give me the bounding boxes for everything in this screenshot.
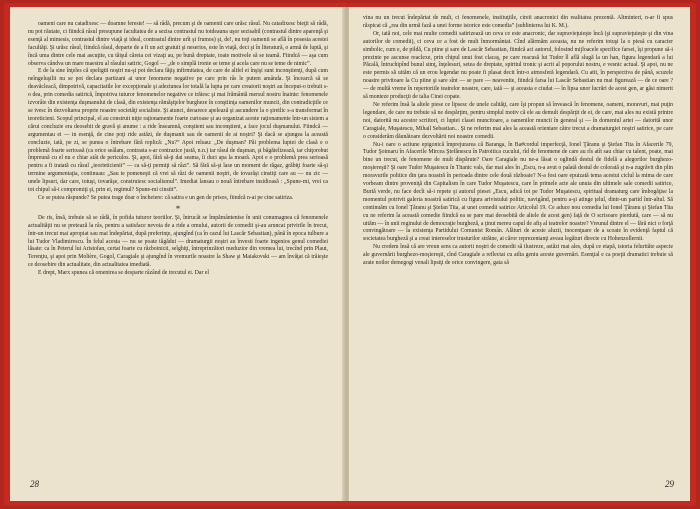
left-page	[10, 7, 344, 501]
paragraph: vina nu un trecut îndepărtat de mult, ci fenomenele, instituţiile, cireii anacronici din realitatea prezentă. Altminteri, n-ar fi spus răspicat că „rea din urmă fază a unei forme istorice este comedia” (sublinierea lui K. M.).	[363, 15, 673, 29]
paragraph: oameni care nu catadixesc — doamne fereste! — să râdă, precum şi de oamenii care urăsc râsul. Nu catadixesc bieţii să râdă, nu pot răutate, ci fiindcă râsul presupune facultatea de a sezisa contrastul nu totdeauna uşor sezisabil (contrastul dintre aparenţă şi esenţă al mimesis, contrastul dintre viaţă şi ideal, contrastul dintre urît şi frumos) şi, de!, nu toţi oamenii se află în posesia acestei facultăţi. Şi urăsc râsul, fiindcă râsul, departe de a fi un act gratuit şi neserios, este în viaţă, deci şi în literatură, o armă de luptă, şi încă uma dintre cele mai ascuţite, cu tăişul căreia cei vizaţi au, pe bună dreptate, toate motivele să se teamă. Fiindcă — aşa cum observa cândva un mare maestru al râsului satiric, Gogol — „de o simplă ironie se teme şi acela care nu se teme de nimic”.	[28, 21, 328, 67]
right-page	[349, 7, 690, 501]
left-page-text	[28, 21, 328, 278]
page-number: 29	[665, 479, 674, 489]
paragraph: Or, iată noi, cele mai multe comedii satirizează un ceva ce este anacronic, dar supravieţuieşte încă (şi supravieţuieşte şi din vina autorilor de comedii), ci ceva ce a fost de mult înmormântat. Cînd alărmăm aceasta, nu ne referim totuşi la o piesă cu caracter simbolic, cum e, de pildă, Cu piine şi sare de Lascăr Sebastian, fiindcă aci autorul, folosind mijloacele specifice farsei, îşi propune să-i prezinte pe ascunse reaclexe, prin chipul unui fost clacaş, pe care reacusă lui Tudor îl află slugă la un han, figura legendară a lui Păcală, întruchipînd bunul simţ, înţelesuri, setea de dreptate, spiritul tronic şi acrit al poporului nostru, e vesnic actual. Şi apoi, nu ne este permis să uităm că un erou legendar nu poate fi plasat decit într-o atmosferă legendară. Cu atit, în perspectiva de până, scuzele noastre privitoare la Cu piine şi sare sînt — se pare — neavenite, fiindcă farsa lui Lascăr Sebastian nu mai figurează — de ce oare ? — de multă vreme în repertoriile teatrelor noastre, care, iată — şi aceasta e ciudat — în lipsa unor lucrări de acest gen, ar găsi nimerit să monteze producţii de talia Cinei copate.	[363, 30, 673, 101]
paragraph: De ris, însă, trebuie să se râdă, în pofida tuturor teoriilor. Şi, întrucât se împământenise în unii conumagnea că fenomenele actualităţii nu se pretează la râs, pentru a satisface nevoia de a ride a omului, autorii de comedii şi-au aruncat privirile în trecut, într-un trecut mai apropiat sau mai îndepărtat, după preferinţe, ajungînd (ca în cazul lui Lascăr Sebastian), până în epoca tulbure a lui Tudor Vladimirescu. În felul acesta — nu se poate tăgădui — dramaturgii noştri au învesti foarte ingenios genul comediei lăsate: ca în Peterul lui Aristofan, certat foarte cu războinicii, seîghiţi, întreprinzători meduzior din vremea lui, trecînd prin Plaut, Terenţiu, şi apoi prin Molière, Gogol, Caragiale şi ajungînd în vremurile noastre la Shaw şi Maiakovski — am învăţat că trăieşte ce deosebire din actualitate, din actualitatea imediată.	[28, 214, 328, 269]
paragraph: E drept, Marx spunea că omenirea se desparte râzând de trecutul ei. Dar el	[38, 270, 209, 277]
paragraph: Nu-i oare o actiune epigonică împrejurarea că Baranga, în Ba#cordul imperfecţă, Ionel Ţăranu şi Ştefan Tita în Afacerile 79, Tudor Şoimaru în Afacerile Mircea Ştefănescu în Patroitica cucului, rîd de fenomene de care au rîs atît sau chiar cu talent, poate, mai bine un trecut, de fenomene de mult dispărute? Oare Caragiale nu ne-a lăsat o oglindă destul de fidelă a alegorilor burghezo-moşiereşti? Şi oare Tudor Muşatescu în Titanic vals, dar mai ales în „Escu, n-a avut o palată destul de colorată şi n-a zugrăvit din plin moravurile politice din ţara noastră în perioada dintre cele două războaie? N-a fost oare epuizată tema acestui ciclul la mima de care vorbeam dintre proveniţă din Capitalism în care Tudor Muşatescu, care în primele acte ale unuia din ultimele sale comedii satirice, Burtă verde, nu face decît să-i repete şi autorul piesei „Escu, adică tot pe Tudor Muşatescu, spiritual dramaturg care îmbogăţise la momentul potrivit galeria noastră satirică cu figura arivistului politic, navigând, pentru a-şi atinge ţelul, dintr-un partid într-altul. Să continuăm cu Ionel Ţăranu şi Ştefan Tita, ai unei comedii satirice Articolul 19. Ce aduce nou comedia lui Ionel Ţăranu şi Ştefan Tita cu ne referim la această comedie fiindcă ea se pare mai deosebită de altele de acest gen) faţă de O scrisoare pierdută, care — să nu uităm — în unii reginului de democraţie burgheză, a ţinut mereu capul de afiş al teatrelor noastre? Vreunul dintre el — fără nici o forţă convingătoare — la existenţa Partidului Comunist Român. Alături de aceste aluzii, inocenţuare de a scoate în evidenţă faptul că societatea burgheză şi a creat intereselor trusturilor străine, ai căror reprezentanţi aveau legături directe cu Hohenzollernii.	[363, 141, 673, 243]
page-number: 28	[30, 479, 39, 489]
paragraph: Ne referim însă la altele piese ce lipsesc de unele calităţi, care îşi propun să învească în fenomene, oameni, moravuri, mai puţin legendare, de care nu trebuie să ne despărţim, pentru simplul motiv că ele au demult despărţit de ei, de care, mai ales nu există printre noi, datorită nu acestor scriitori, ci luptei clasei muncitoare, a oamenilor muncii în general şi — în domeniul artei — datorită unor Caragiale, Muşatescu, Mihail Sebastian... Şi ne referim mai ales la această orientare către trecut a dramaturgiei noştri satirice, pe care o considerăm dăunătoare dezvoltării noi noastre comedii.	[363, 101, 673, 140]
paragraph: Ce se putea răspunde? Se putea trage doar o încheiere: că satira e un gen de prisos, fiindcă n-ai pe cine satiriza.	[38, 194, 294, 201]
paragraph: E de la sine înţeles că speligtii noştri nu-şi pot declara făţiş infirmitatea, de care de altfel ei înşişi sunt inconştienţi, după cum neîngeluşilii nu se pot declara partizani ai unor fenomene negative pe care prin râs le putem amânda. Şi încearcă să se deavăcleacă, dimpotrivă, capacitatile lor excepţionale şi adeziunea lor totală la lupta pe care creatorii noştri au început-o trebuit s-o dea, prin comedia satirică, împotriva tuturor fenomenelor negative ce trăiesc şi mai frământă mersul nostru înainte: fenomenele izvorâte din existenţa duşmanului de clasă, din existenţa rămăşiţelor burgheze în conştiinţa oamenilor muncii, din contradicţiile ce se ivesc în dezvoltarea proprie noastre societăţi socialiste. Şi atunci, deoarece apelează şi ascundere la o şiretlic s-a transformat în teoreticieni. Scopul principal, el au construit niţte raţionamente foarte curioase şi au organizat aceste raţionamente într-un sistem a cărui concluzie era deosebit de gravă şi anume : a ride înseamnă, conştient sau inconştient, a face jocul duşmanului. Fiindcă — argumentau ei — in esenţă, de cine poţi ride astăzi, de duşmanii sau de oamenii de ai noştri? Şi dacă se ajungea la această concluzie, iată, pe zi, se punea o întrebare fără replică: „Nu?” Apoi reluau: „De duşman? Păi problema luptei de clasă e o problemă foarte serioasă (ca orice seâlam, contrasta s-ar contrazice justă, n.n.) iar râsul de duşman, şi băgătelizează, iar chiţorobut împreună cu el nu e chiar atât de periculos. Şi, apoi, fără să-ţi dai seama, îi duci apa la moară. Apoi e o problemă prea serioasă pentru a fi tratată cu râsul „teorieticienii” — ca să-ţi permiţi să râzi”. Să fără să-şi lase un moment de răgaz, grăbiţi foarte să-şi termine argumentaţia, continuau: „Sau te pomeneşti că vrei să râzi de oamenii noştri, de tovarăşi cinstiţi care au — nu zic — unele lipsuri, dar care, totuşi, tovarăşe, construiesc socialismul”. Imediat lansau o nouă întrebare insidioasă : „Spune-mi, vrei ca tot chipul să-i compromiţi şi, prin ei, regimul? Spune-mi cinstit”.	[28, 68, 328, 194]
right-page-text	[363, 15, 673, 268]
section-separator: *	[175, 203, 181, 214]
paragraph: Nu credem însă că are vreun sens ca autorii noştri de comedii să ilustreze, astăzi mai ales, după ce etapă, istoria felurităte aspecte ale guvernării burghezo-moşiereşti, cînd Caragiale a reflectat cu atîta geniu aceste guvernări. Esenţial e ca poeţii dramatici trebuie să arate noilor demegogi venali lipsiţi de orice convingere, gata să	[363, 244, 673, 267]
book-spread	[4, 3, 696, 506]
